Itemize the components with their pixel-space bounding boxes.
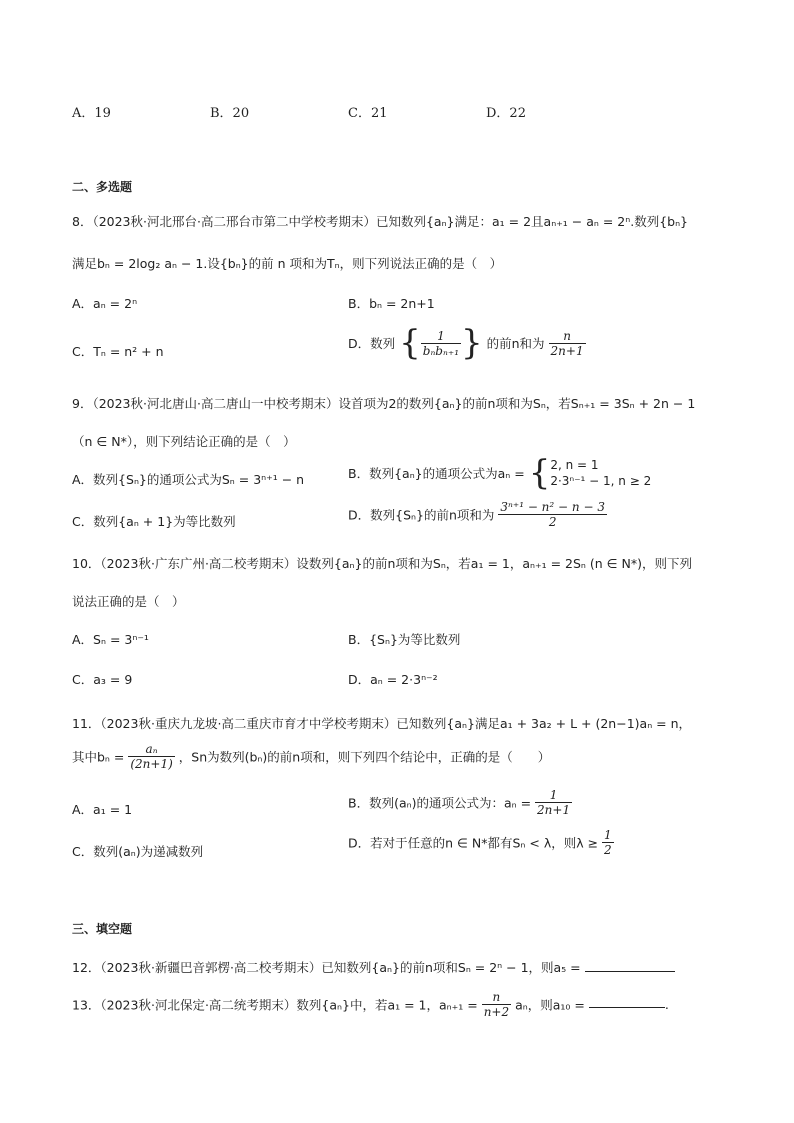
q11-line2-suffix: ，Sn为数列(bₙ)的前n项和，则下列四个结论中，正确的是（ ）: [178, 749, 551, 765]
q9-b-case1: 2, n = 1: [550, 458, 599, 472]
q11-b-def-fraction: [128, 742, 174, 771]
q7-choices: [72, 102, 672, 122]
q9-b-prefix: B．数列{aₙ}的通项公式为aₙ =: [348, 466, 525, 481]
q10-stem-line2: 说法正确的是（ ）: [72, 594, 185, 609]
q7-option-c[interactable]: C．21: [348, 106, 388, 121]
q11-b-den: 2n+1: [537, 803, 571, 817]
q8-d-result-num: n: [549, 329, 586, 344]
q8-option-c[interactable]: C．Tₙ = n² + n: [72, 344, 164, 359]
q12-stem: [72, 958, 675, 976]
q11-option-b[interactable]: [348, 788, 572, 824]
q11-stem-line1: 11．（2023秋·重庆九龙坡·高二重庆市育才中学校考期末）已知数列{aₙ}满足a₁ + 3a₂ + L + (2n−1)aₙ = n，: [72, 716, 692, 731]
q8-d-frac-den: bₙbₙ₊₁: [422, 343, 459, 358]
section-fill-blank: 三、填空题: [72, 922, 133, 936]
q8-stem-line1: 8．（2023秋·河北邢台·高二邢台市第二中学校考期末）已知数列{aₙ}满足：a₁ = 2且aₙ₊₁ − aₙ = 2ⁿ.数列{bₙ}: [72, 214, 689, 229]
q8-stem-line2: 满足bₙ = 2log₂ aₙ − 1.设{bₙ}的前 n 项和为Tₙ，则下列说法正确的是（ ）: [72, 256, 503, 271]
q9-d-prefix: D．数列{Sₙ}的前n项和为: [348, 507, 495, 523]
right-brace-icon: }: [461, 323, 483, 363]
q11-d-fraction: [602, 828, 614, 857]
q13-den: n+2: [483, 1005, 510, 1019]
q12-text: 12．（2023秋·新疆巴音郭楞·高二校考期末）已知数列{aₙ}的前n项和Sₙ = 2ⁿ − 1，则a₅ =: [72, 960, 581, 975]
q13-suffix: aₙ，则a₁₀ =: [515, 997, 585, 1013]
q11-def-num: aₙ: [128, 742, 174, 757]
section-multi-choice: 二、多选题: [72, 180, 133, 194]
q7-option-a[interactable]: A．19: [72, 106, 111, 121]
q10-option-a[interactable]: A．Sₙ = 3ⁿ⁻¹: [72, 632, 149, 647]
q9-stem-line2: （n ∈ N*），则下列结论正确的是（ ）: [72, 434, 296, 449]
q8-d-prefix: D．数列: [348, 336, 396, 351]
q8-option-d[interactable]: [348, 323, 586, 370]
q8-d-result-den: 2n+1: [550, 343, 584, 358]
q9-d-frac-num: 3ⁿ⁺¹ − n² − n − 3: [500, 500, 605, 514]
q11-stem-line2: [72, 742, 550, 778]
q11-line2-prefix: 其中bₙ =: [72, 749, 125, 765]
q9-stem-line1: 9．（2023秋·河北唐山·高二唐山一中校考期末）设首项为2的数列{aₙ}的前n项和为Sₙ，若Sₙ₊₁ = 3Sₙ + 2n − 1: [72, 396, 696, 411]
case-brace-icon: {: [528, 453, 551, 493]
q11-b-prefix: B．数列(aₙ)的通项公式为：aₙ =: [348, 795, 532, 811]
q11-b-fraction: [535, 788, 572, 817]
q12-answer-blank[interactable]: [585, 959, 675, 972]
q13-num: n: [482, 990, 511, 1005]
q8-d-mid: 的前n和为: [486, 336, 545, 351]
q8-d-result-fraction: [549, 329, 586, 358]
q11-d-num: 1: [604, 828, 612, 842]
left-brace-icon: {: [399, 323, 421, 363]
q10-option-d[interactable]: D．aₙ = 2·3ⁿ⁻²: [348, 672, 438, 687]
q13-prefix: 13．（2023秋·河北保定·高二统考期末）数列{aₙ}中，若a₁ = 1，aₙ₊₁ =: [72, 997, 478, 1013]
q10-option-b[interactable]: B．{Sₙ}为等比数列: [348, 632, 461, 647]
q9-b-case2: 2·3ⁿ⁻¹ − 1, n ≥ 2: [550, 474, 652, 488]
q9-d-frac-den: 2: [548, 515, 557, 529]
q11-b-num: 1: [535, 788, 572, 803]
q13-stem: [72, 990, 669, 1026]
q9-option-d[interactable]: [348, 500, 607, 536]
q11-def-den: (2n+1): [130, 757, 173, 771]
q8-option-a[interactable]: A．aₙ = 2ⁿ: [72, 296, 138, 311]
q9-d-fraction: [498, 500, 607, 529]
q11-d-prefix: D．若对于任意的n ∈ N*都有Sₙ < λ，则λ ≥: [348, 835, 599, 851]
q13-period: .: [664, 997, 669, 1012]
q13-fraction: [482, 990, 511, 1019]
q8-d-frac-num: 1: [421, 329, 461, 344]
q9-option-b[interactable]: [348, 453, 652, 496]
q11-option-c[interactable]: C．数列(aₙ)为递减数列: [72, 844, 204, 859]
q7-option-b[interactable]: B．20: [210, 106, 250, 121]
q11-option-d[interactable]: [348, 828, 614, 864]
q10-option-c[interactable]: C．a₃ = 9: [72, 672, 133, 687]
q8-option-b[interactable]: B．bₙ = 2n+1: [348, 296, 435, 311]
q9-option-a[interactable]: A．数列{Sₙ}的通项公式为Sₙ = 3ⁿ⁺¹ − n: [72, 472, 305, 487]
q10-stem-line1: 10．（2023秋·广东广州·高二校考期末）设数列{aₙ}的前n项和为Sₙ，若a₁ = 1，aₙ₊₁ = 2Sₙ (n ∈ N*)，则下列: [72, 556, 692, 571]
q11-option-a[interactable]: A．a₁ = 1: [72, 802, 133, 817]
q9-b-cases: [550, 457, 651, 489]
q8-d-fraction: [421, 329, 461, 358]
q11-d-den: 2: [604, 843, 612, 857]
q9-option-c[interactable]: C．数列{aₙ + 1}为等比数列: [72, 514, 236, 529]
q13-answer-blank[interactable]: [589, 995, 665, 1008]
q7-option-d[interactable]: D．22: [486, 106, 526, 121]
